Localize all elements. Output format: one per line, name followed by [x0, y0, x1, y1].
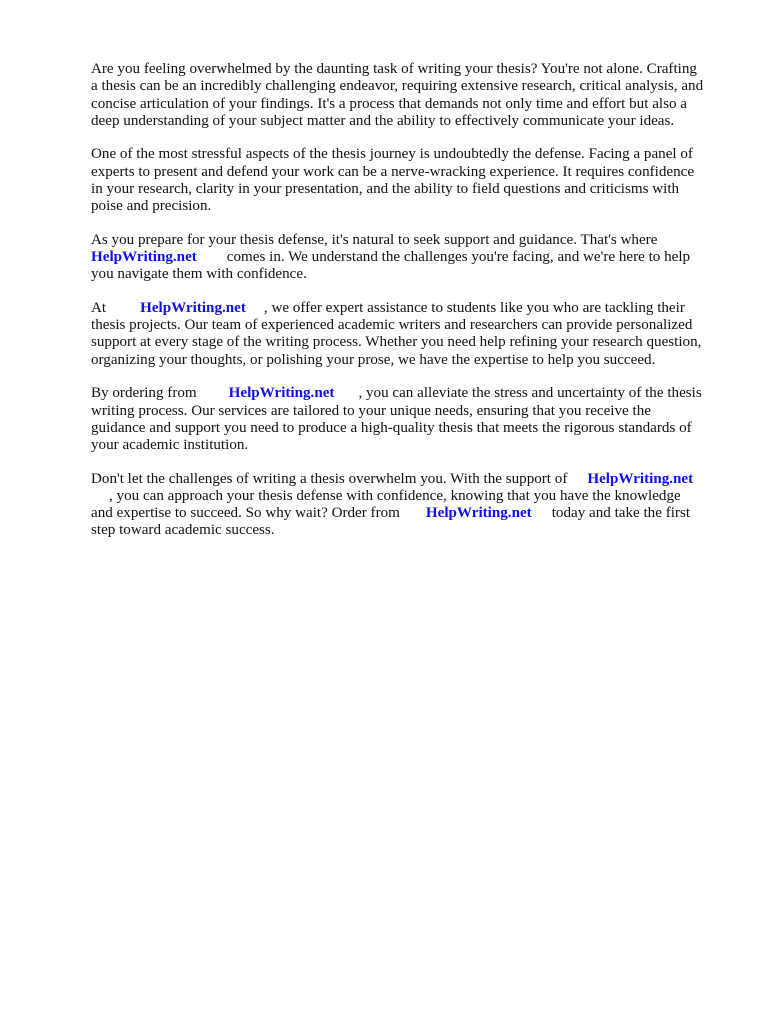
helpwriting-link[interactable]: HelpWriting.net — [425, 505, 532, 522]
body-text: At — [91, 299, 107, 316]
body-text: your academic institution. — [91, 437, 249, 454]
body-text: , you can alleviate the stress and uncertainty of the thesis — [358, 385, 702, 402]
body-text: concise articulation of your findings. It's a process that demands not only time and effort but also a — [91, 95, 687, 112]
text-line — [91, 488, 727, 505]
text-line — [91, 266, 727, 283]
text-line — [91, 522, 727, 539]
text-line — [91, 249, 727, 266]
text-line — [91, 146, 727, 163]
text-line — [91, 403, 727, 420]
body-text: you navigate them with confidence. — [91, 266, 307, 283]
text-line — [91, 334, 727, 351]
text-line — [91, 78, 727, 95]
text-line — [91, 164, 727, 181]
body-text: As you prepare for your thesis defense, it's natural to seek support and guidance. That's where — [91, 231, 658, 248]
paragraph — [91, 232, 727, 284]
text-line — [91, 420, 727, 437]
paragraph — [91, 471, 727, 540]
text-line — [91, 471, 727, 488]
body-text: poise and precision. — [91, 198, 212, 215]
text-line — [91, 352, 727, 369]
helpwriting-link[interactable]: HelpWriting.net — [587, 470, 694, 487]
paragraph — [91, 300, 727, 369]
body-text: Don't let the challenges of writing a thesis overwhelm you. With the support of — [91, 470, 568, 487]
text-line — [91, 300, 727, 317]
text-line — [91, 113, 727, 130]
helpwriting-link[interactable]: HelpWriting.net — [140, 299, 246, 316]
text-line — [91, 505, 727, 522]
body-text: comes in. We understand the challenges you're facing, and we're here to help — [226, 249, 691, 266]
body-text: writing process. Our services are tailored to your unique needs, ensuring that you receive the — [91, 402, 651, 419]
paragraph — [91, 61, 727, 130]
text-line — [91, 437, 727, 454]
body-text: step toward academic success. — [91, 522, 275, 539]
text-line — [91, 96, 727, 113]
helpwriting-link[interactable]: HelpWriting.net — [228, 385, 335, 402]
helpwriting-link[interactable]: HelpWriting.net — [91, 249, 197, 266]
body-text: today and take the first — [551, 505, 691, 522]
text-line — [91, 232, 727, 249]
body-text: By ordering from — [91, 385, 197, 402]
body-text: thesis projects. Our team of experienced academic writers and researchers can provide personalized — [91, 317, 693, 334]
body-text: in your research, clarity in your presentation, and the ability to field questions and criticisms with — [91, 180, 680, 197]
paragraph — [91, 385, 727, 454]
text-line — [91, 61, 727, 78]
body-text: , we offer expert assistance to students like you who are tackling their — [263, 299, 685, 316]
body-text: , you can approach your thesis defense with confidence, knowing that you have the knowledge — [109, 487, 681, 504]
body-text: experts to present and defend your work can be a nerve-wracking experience. It requires confidence — [91, 163, 695, 180]
document-body — [91, 61, 727, 556]
paragraph — [91, 146, 727, 215]
body-text: organizing your thoughts, or polishing your prose, we have the expertise to help you succeed. — [91, 351, 656, 368]
body-text: support at every stage of the writing process. Whether you need help refining your research question, — [91, 334, 702, 351]
body-text: guidance and support you need to produce a high-quality thesis that meets the rigorous standards of — [91, 419, 692, 436]
body-text: a thesis can be an incredibly challenging endeavor, requiring extensive research, critical analysis, and — [91, 78, 704, 95]
body-text: Are you feeling overwhelmed by the daunting task of writing your thesis? You're not alone. Crafting — [91, 61, 697, 77]
body-text: One of the most stressful aspects of the thesis journey is undoubtedly the defense. Facing a panel of — [91, 146, 693, 163]
body-text: deep understanding of your subject matter and the ability to effectively communicate your ideas. — [91, 112, 675, 129]
text-line — [91, 198, 727, 215]
text-line — [91, 317, 727, 334]
text-line — [91, 385, 727, 402]
body-text: and expertise to succeed. So why wait? Order from — [91, 505, 400, 522]
text-line — [91, 181, 727, 198]
